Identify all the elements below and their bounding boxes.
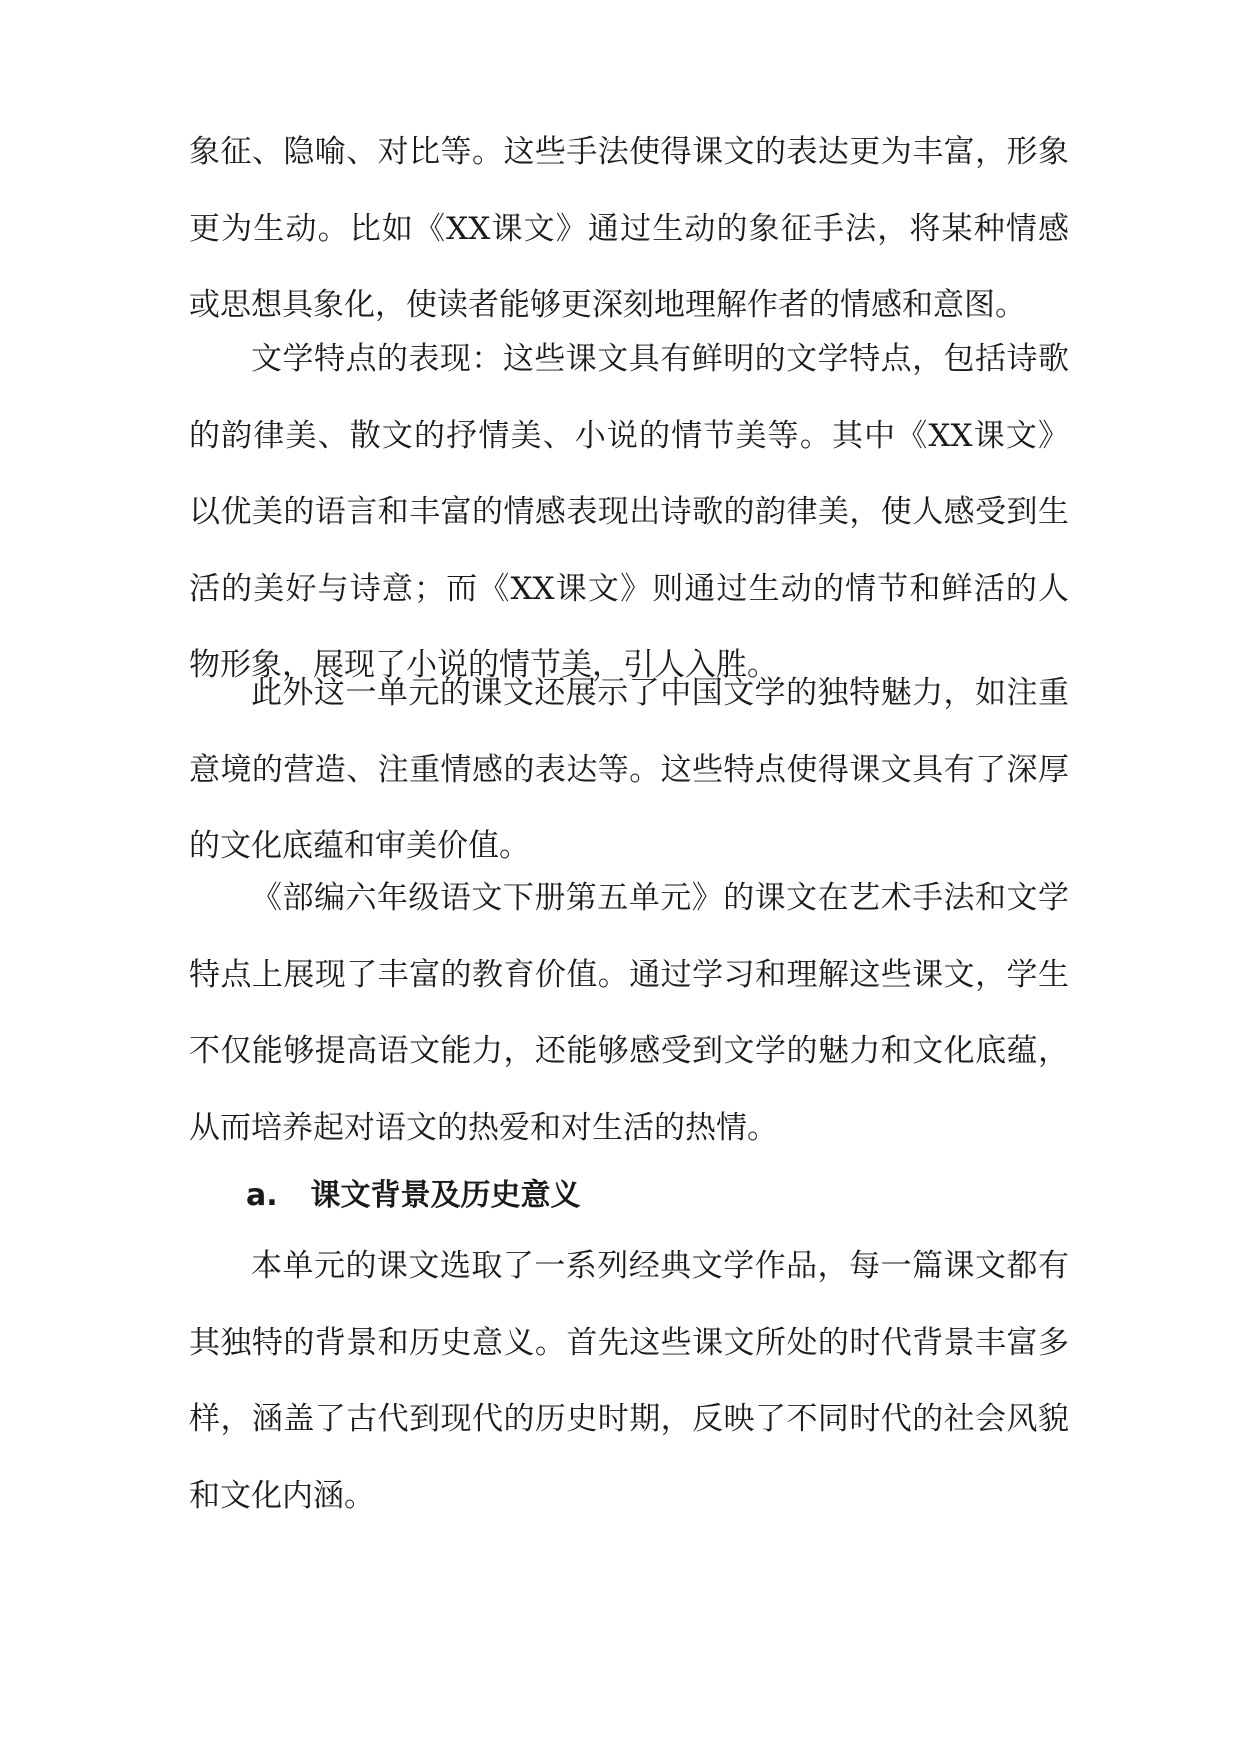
body-text-block-5 <box>189 1228 1069 1534</box>
paragraph-background: 本单元的课文选取了一系列经典文学作品，每一篇课文都有其独特的背景和历史意义。首先这些课文所处的时代背景丰富多样，涵盖了古代到现代的历史时期，反映了不同时代的社会风貌和文化内涵。 <box>189 1248 1069 1514</box>
body-text-block-3 <box>189 655 1069 885</box>
section-heading-title: 课文背景及历史意义 <box>310 1178 581 1213</box>
paragraph-literary-features: 文学特点的表现：这些课文具有鲜明的文学特点，包括诗歌的韵律美、散文的抒情美、小说的情节美等。其中《XX课文》以优美的语言和丰富的情感表现出诗歌的韵律美，使人感受到生活的美好与诗意；而《XX课文》则通过生动的情节和鲜活的人物形象，展现了小说的情节美，引人入胜。 <box>189 341 1069 683</box>
body-text-block-1 <box>189 114 1069 344</box>
section-heading-block <box>189 1158 1069 1235</box>
body-text-block-4 <box>189 860 1069 1166</box>
section-heading <box>189 1158 1069 1235</box>
body-text-block-2 <box>189 321 1069 704</box>
paragraph-continuation: 象征、隐喻、对比等。这些手法使得课文的表达更为丰富，形象更为生动。比如《XX课文》通过生动的象征手法，将某种情感或思想具象化，使读者能够更深刻地理解作者的情感和意图。 <box>189 134 1069 323</box>
section-heading-marker: a. <box>246 1178 278 1213</box>
paragraph-educational-value: 《部编六年级语文下册第五单元》的课文在艺术手法和文学特点上展现了丰富的教育价值。通过学习和理解这些课文，学生不仅能够提高语文能力，还能够感受到文学的魅力和文化底蕴，从而培养起对语文的热爱和对生活的热情。 <box>189 880 1069 1146</box>
paragraph-chinese-literature-charm: 此外这一单元的课文还展示了中国文学的独特魅力，如注重意境的营造、注重情感的表达等。这些特点使得课文具有了深厚的文化底蕴和审美价值。 <box>189 675 1069 864</box>
